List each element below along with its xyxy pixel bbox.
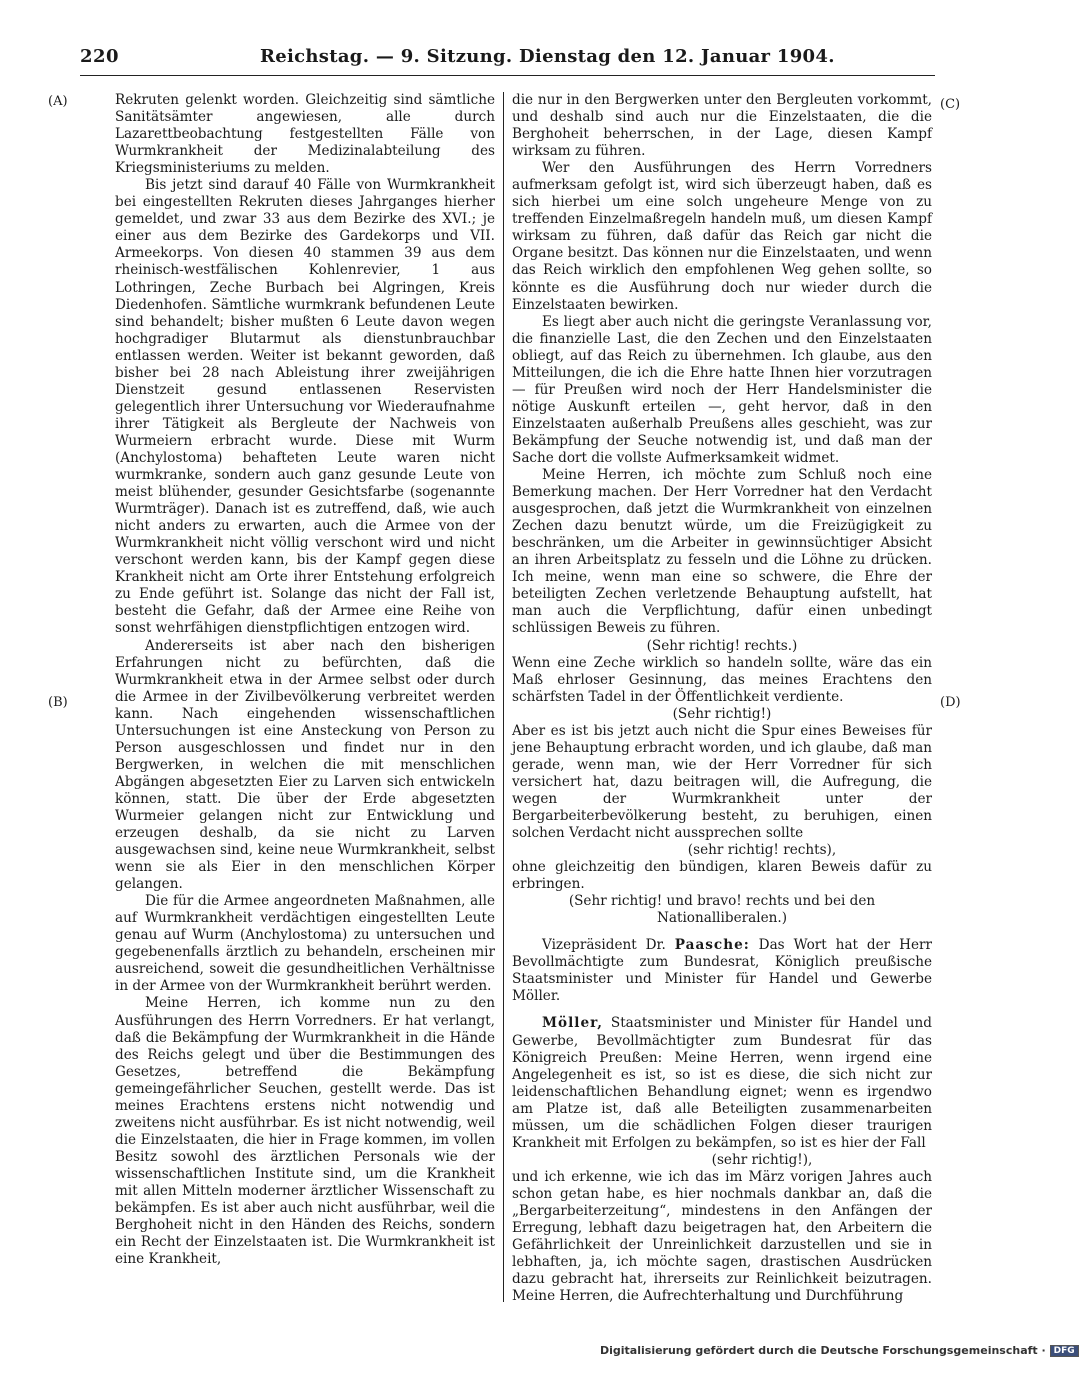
margin-marker-b: (B)	[48, 695, 68, 710]
right-paragraph: und ich erkenne, wie ich das im März vorigen Jahres auch schon getan habe, es hier nochmals dankbar an, daß die „Bergarbeiterzeitung“, mindestens in den Anfängen der Erregung, lebhaft dazu beigetragen hat, den Arbeitern die Gefährlichkeit der Unreinlichkeit darzustellen und sie in lebhaften, ja, ich möchte sagen, drastischen Ausdrücken dazu gebracht hat, ihrerseits zur Reinlichkeit beizutragen. Meine Herren, die Aufrechterhaltung und Durchführung	[512, 1168, 932, 1305]
right-paragraph: Aber es ist bis jetzt auch nicht die Spur eines Beweises für jene Behauptung erbracht worden, und ich glaube, daß man gerade, wenn man, wie der Herr Vorredner für sich versichert hat, dazu beitragen will, die Aufregung, die wegen der Wurmkrankheit unter der Bergarbeiterbevölkerung besteht, zu beruhigen, einen solchen Verdacht nicht aussprechen sollte	[512, 722, 932, 842]
margin-marker-a: (A)	[48, 94, 68, 109]
interjection: (Sehr richtig!)	[672, 705, 772, 722]
interjection: (Sehr richtig! rechts.)	[646, 637, 798, 654]
running-title: Reichstag. — 9. Sitzung. Dienstag den 12. Januar 1904.	[260, 46, 835, 67]
left-paragraph: Bis jetzt sind darauf 40 Fälle von Wurmkrankheit bei eingestellten Rekruten dieses Jahrganges hierher gemeldet, und zwar 33 aus dem Bezirke des XVI.; je einer aus dem Bezirke des Gardekorps und VII. Armeekorps. Von diesen 40 stammen 39 aus dem rheinisch-westfälischen Kohlenrevier, 1 aus Lothringen, Zeche Burbach bei Algringen, Kreis Diedenhofen. Sämtliche wurmkrank befundenen Leute sind behandelt; bisher mußten 6 Leute davon wegen hochgradiger Blutarmut als dienstunbrauchbar entlassen werden. Weiter ist bekannt geworden, daß bisher bei 28 nach Ableistung ihrer zweijährigen Dienstzeit gesund entlassenen Reservisten gelegentlich ihrer Untersuchung vor Wiederaufnahme ihrer Tätigkeit als Bergleute der Nachweis von Wurmeiern erbracht wurde. Diese mit Wurm (Anchylostoma) behafteten Leute waren nicht wurmkranke, sondern auch ganz gesunde Leute von meist blühender, gesunder Gesichtsfarbe (sogenannte Wurmträger). Danach ist es zutreffend, daß, wie auch nicht anders zu erwarten, auch die Armee von der Wurmkrankheit nicht völlig verschont wird und nicht verschont werden kann, bis der Kampf gegen diese Krankheit nicht am Orte ihrer Entstehung erfolgreich zu Ende geführt ist. Solange das nicht der Fall ist, besteht die Gefahr, daß der Armee eine Reihe von sonst wehrfähigen dienstpflichtigen entzogen wird.	[115, 177, 495, 637]
dfg-logo: DFG	[1050, 1345, 1079, 1357]
left-paragraph: Meine Herren, ich komme nun zu den Ausführungen des Herrn Vorredners. Er hat verlangt, daß die Bekämpfung der Wurmkrankheit in die Hände des Reichs gelegt und über die Bestimmungen des Gesetzes, betreffend die Bekämpfung gemeingefährlicher Seuchen, gestellt werde. Das ist meines Erachtens erstens nicht notwendig und zweitens nicht ausführbar. Es ist nicht notwendig, weil die Einzelstaaten, die hier in Frage kommen, im vollen Besitz sowohl des ärztlichen Personals wie der wissenschaftlichen Institute sind, um die Krankheit mit allen Mitteln moderner ärztlicher Wissenschaft zu bekämpfen. Es ist aber auch nicht ausführbar, weil die Berghoheit nicht in den Händen des Reichs, sondern ein Recht der Einzelstaaten ist. Die Wurmkrankheit ist eine Krankheit,	[115, 995, 495, 1268]
right-paragraph: Wer den Ausführungen des Herrn Vorredners aufmerksam gefolgt ist, wird sich überzeugt haben, daß es sich hierbei um eine solch ungeheure Menge von zu treffenden Einzelmaßregeln handeln muß, um diesen Kampf wirksam zu führen, daß dafür das Reich gar nicht die Organe besitzt. Das können nur die Einzelstaaten, und wenn das Reich wirklich den empfohlenen Weg gehen sollte, so könnte es die Ausführung doch nur wieder durch die Einzelstaaten bewirken.	[512, 160, 932, 313]
speaker-paragraph	[512, 937, 932, 1005]
speaker-text: Staatsminister und Minister für Handel und Gewerbe, Bevollmächtigter zum Bundesrat für das Königreich Preußen: Meine Herren, wenn irgend eine Angelegenheit es ist, so ist es diese, die sich nicht zur leidenschaftlichen Behandlung eignet; wenn es irgendwo am Platze ist, daß alle Beteiligten zusammenarbeiten müssen, um die schädlichen Folgen dieser traurigen Krankheit mit Erfolgen zu bekämpfen, so ist es hier der Fall	[512, 1015, 933, 1151]
interjection: (Sehr richtig! und bravo! rechts und bei den Nationalliberalen.)	[568, 893, 876, 927]
page-number: 220	[80, 46, 120, 67]
left-paragraph: Rekruten gelenkt worden. Gleichzeitig sind sämtliche Sanitätsämter angewiesen, alle durch Lazarettbeobachtung festgestellten Fälle von Wurmkrankheit der Medizinalabteilung des Kriegsministeriums zu melden.	[115, 92, 495, 177]
speaker-name: Möller,	[542, 1015, 603, 1032]
right-paragraph: Meine Herren, ich möchte zum Schluß noch eine Bemerkung machen. Der Herr Vorredner hat den Verdacht ausgesprochen, daß jetzt die Wurmkrankheit von einzelnen Zechen dazu benutzt würde, um die Freizügigkeit zu beschränken, um die Arbeiter in gewinnsüchtiger Absicht an ihren Arbeitsplatz zu fesseln und die Löhne zu drücken. Ich meine, wenn man eine so schwere, die Ehre der beteiligten Zechen verletzende Behauptung aufstellt, hat man auch die Verpflichtung, dafür einen unbedingt schlüssigen Beweis zu führen.	[512, 467, 932, 637]
speaker-paragraph	[512, 1015, 932, 1151]
right-paragraph: Wenn eine Zeche wirklich so handeln sollte, wäre das ein Maß ehrloser Gesinnung, das meines Erachtens den schärfsten Tadel in der Öffentlichkeit verdiente.	[512, 654, 932, 705]
left-paragraph: Andererseits ist aber nach den bisherigen Erfahrungen nicht zu befürchten, daß die Wurmkrankheit etwa in der Armee selbst oder durch die Armee in der Zivilbevölkerung verbreitet werden kann. Nach eingehenden wissenschaftlichen Untersuchungen ist eine Ansteckung von Person zu Person ausgeschlossen und findet nur in den Bergwerken, in welchen die mit menschlichen Abgängen abgesetzten Eier zu Larven sich entwickeln können, statt. Die über der Erde abgesetzten Wurmeier gelangen nicht zur Entwicklung und erzeugen deshalb, da sie nicht zu Larven ausgewachsen sind, keine neue Wurmkrankheit, selbst wenn sie als Eier in den menschlichen Körper gelangen.	[115, 637, 495, 893]
right-column	[512, 92, 932, 1305]
page-header	[80, 44, 940, 74]
interjection: (sehr richtig! rechts),	[687, 842, 837, 859]
column-rule	[503, 92, 504, 1302]
digitization-credit	[600, 1344, 1075, 1357]
header-rule	[80, 75, 935, 76]
margin-marker-d: (D)	[940, 695, 961, 710]
credit-text: Digitalisierung gefördert durch die Deutsche Forschungsgemeinschaft ·	[600, 1344, 1046, 1357]
speaker-text: Das Wort hat der Herr Bevollmächtigte zum Bundesrat, Königlich preußische Staatsminister und Minister für Handel und Gewerbe Möller.	[512, 937, 932, 1005]
right-paragraph: die nur in den Bergwerken unter den Bergleuten vorkommt, und deshalb sind auch nur die Einzelstaaten, die die Berghoheit beherrschen, in der Lage, diesen Kampf wirksam zu führen.	[512, 92, 932, 160]
left-column	[115, 92, 495, 1268]
right-paragraph: ohne gleichzeitig den bündigen, klaren Beweis dafür zu erbringen.	[512, 859, 932, 893]
left-paragraph: Die für die Armee angeordneten Maßnahmen, alle auf Wurmkrankheit verdächtigen eingestellten Leute genau auf Wurm (Anchylostoma) zu untersuchen und gegebenenfalls ärztlich zu behandeln, erscheinen mir ausreichend, soweit die gesundheitlichen Verhältnisse in der Armee von der Wurmkrankheit berührt werden.	[115, 893, 495, 995]
speaker-name: Paasche:	[674, 937, 750, 954]
margin-marker-c: (C)	[940, 97, 961, 112]
speaker-title: Vizepräsident Dr.	[542, 937, 666, 954]
interjection: (sehr richtig!),	[711, 1151, 813, 1168]
right-paragraph: Es liegt aber auch nicht die geringste Veranlassung vor, die finanzielle Last, die den Zechen und den Einzelstaaten obliegt, auf das Reich zu übernehmen. Ich glaube, aus den Mitteilungen, die ich die Ehre hatte Ihnen hier vorzutragen — für Preußen wird noch der Herr Handelsminister die nötige Auskunft erteilen —, geht hervor, daß in den Einzelstaaten außerhalb Preußens alles geschieht, was zur Bekämpfung der Seuche notwendig ist, und daß man der Sache dort die vollste Aufmerksamkeit widmet.	[512, 313, 932, 466]
